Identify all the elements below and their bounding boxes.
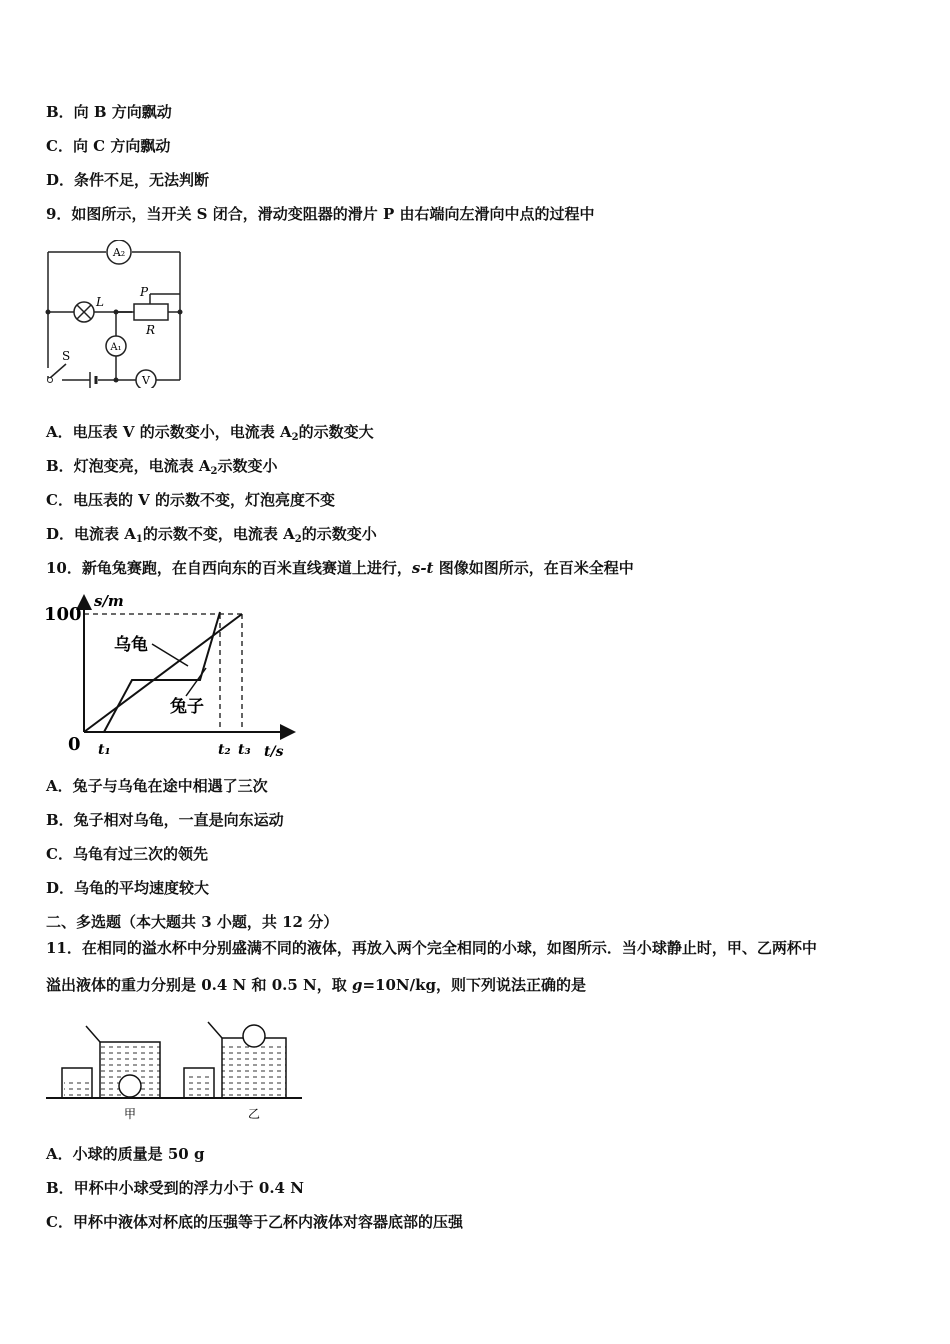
q8-option-d: D．条件不足，无法判断 — [46, 171, 210, 189]
tortoise-label: 乌龟 — [114, 635, 148, 655]
q10-option-c: C．乌龟有过三次的领先 — [46, 845, 208, 863]
svg-text:L: L — [96, 295, 104, 309]
ammeter-a1 — [106, 336, 126, 356]
switch-label: S — [62, 349, 71, 363]
q10-st-graph — [40, 590, 300, 762]
jia-small-beaker — [62, 1068, 92, 1098]
jia-label: 甲 — [123, 1107, 137, 1121]
q9-stem: 9．如图所示，当开关 S 闭合，滑动变阻器的滑片 P 由右端向左滑向中点的过程中 — [46, 205, 595, 223]
q9-option-a: A．电压表 V 的示数变小，电流表 $A_2$的示数变大 — [46, 423, 374, 443]
svg-text:A₁: A₁ — [110, 342, 122, 353]
q8-option-c: C．向 C 方向飘动 — [46, 137, 171, 155]
svg-text:A₂: A₂ — [112, 246, 126, 259]
q10-option-b: B．兔子相对乌龟，一直是向东运动 — [46, 811, 284, 829]
q8-option-b: B．向 B 方向飘动 — [46, 103, 172, 121]
y-100-label: 100 — [44, 604, 82, 625]
q9-option-c: C．电压表的 V 的示数不变，灯泡亮度不变 — [46, 491, 336, 509]
q11-stem-line2: 溢出液体的重力分别是 0.4 N 和 0.5 N，取 g=10N/kg，则下列说法正确的是 — [46, 976, 586, 994]
yi-label: 乙 — [247, 1107, 261, 1121]
q11-stem-line1: 11．在相同的溢水杯中分别盛满不同的液体，再放入两个完全相同的小球，如图所示．当小球静止时，甲、乙两杯中 — [46, 939, 817, 957]
t3-label: t₃ — [238, 742, 251, 758]
slider-label: P — [140, 285, 149, 299]
q10-stem: 10．新龟兔赛跑，在自西向东的百米直线赛道上进行，s-t 图像如图所示，在百米全程中 — [46, 559, 634, 577]
voltmeter-v — [136, 370, 156, 388]
q10-option-a: A．兔子与乌龟在途中相遇了三次 — [46, 777, 268, 795]
rheostat-label: R — [146, 323, 156, 337]
lamp-l — [74, 295, 104, 322]
svg-text:V: V — [142, 374, 150, 387]
ammeter-a2 — [107, 240, 131, 264]
q11-option-b: B．甲杯中小球受到的浮力小于 0.4 N — [46, 1179, 304, 1197]
section-heading: 二、多选题（本大题共 3 小题，共 12 分） — [46, 913, 339, 931]
yi-small-beaker — [184, 1068, 214, 1098]
q9-option-b: B．灯泡变亮，电流表 $A_2$示数变小 — [46, 457, 278, 477]
rabbit-label: 兔子 — [170, 697, 204, 717]
y-axis-label: s/m — [94, 592, 124, 610]
jia-overflow-cup — [86, 1026, 160, 1098]
q11-option-c: C．甲杯中液体对杯底的压强等于乙杯内液体对容器底部的压强 — [46, 1213, 463, 1231]
q11-overflow-cups-figure — [44, 1020, 304, 1124]
q10-option-d: D．乌龟的平均速度较大 — [46, 879, 210, 897]
yi-overflow-cup — [208, 1022, 286, 1098]
x-axis-label: t/s — [264, 744, 284, 760]
t2-label: t₂ — [218, 742, 231, 758]
origin-label: 0 — [68, 734, 81, 755]
q9-circuit-diagram — [44, 240, 189, 388]
t1-label: t₁ — [98, 742, 111, 758]
q11-option-a: A．小球的质量是 50 g — [46, 1145, 205, 1163]
q9-option-d: D．电流表 $A_1$的示数不变，电流表 $A_2$的示数变小 — [46, 525, 377, 545]
